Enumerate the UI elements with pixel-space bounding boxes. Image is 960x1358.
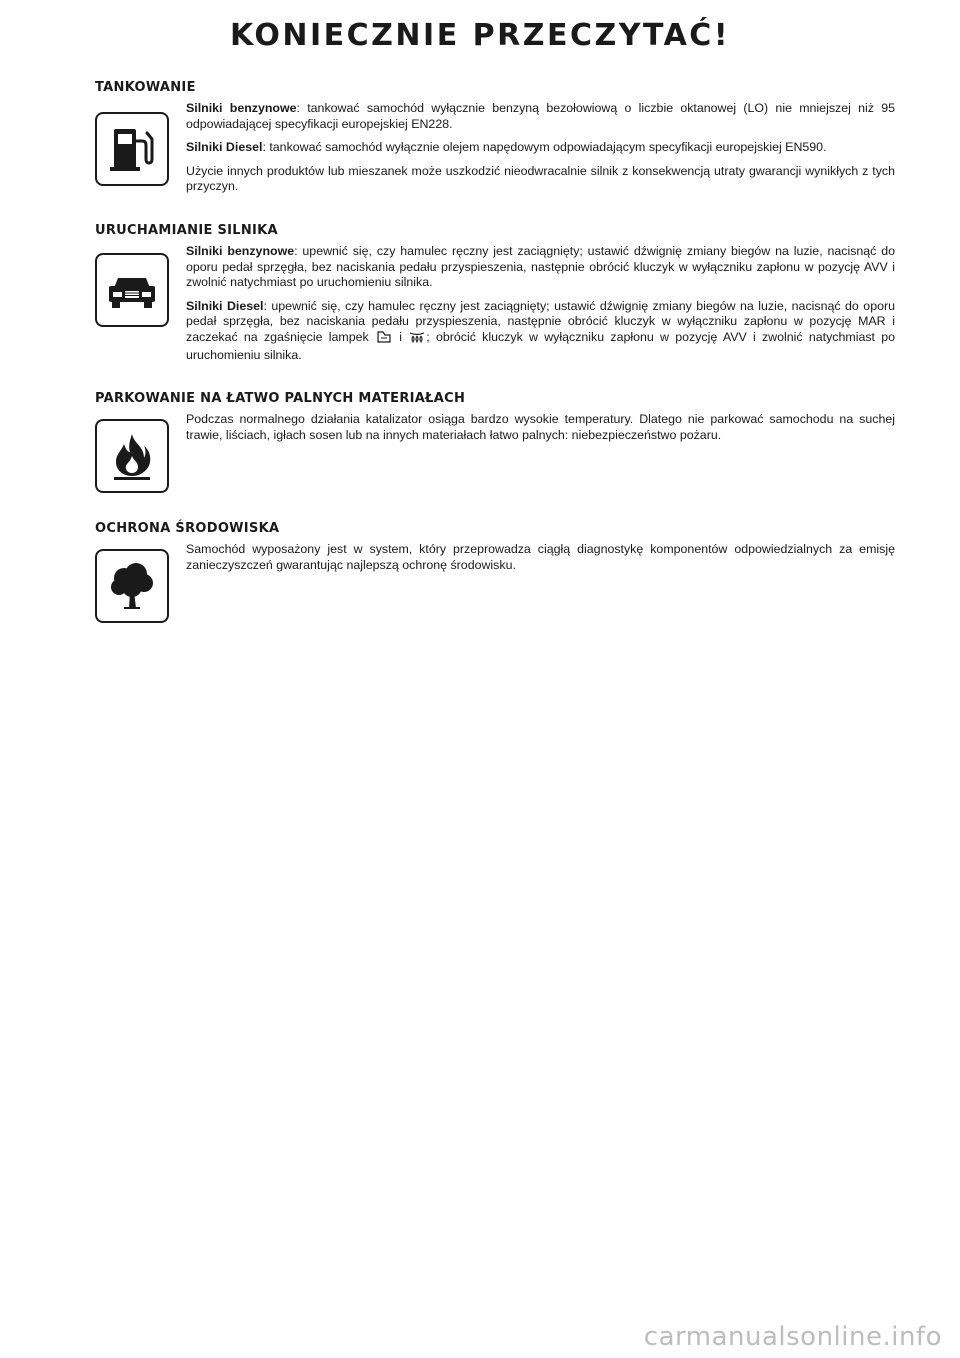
section-environment-protection xyxy=(95,521,895,581)
paragraph-emission-diagnostics: Samochód wyposażony jest w system, który przeprowadza ciągłą diagnostykę komponentów odpowiedzialnych za emisję zanieczyszczeń gwarantując najlepszą ochronę środowisku. xyxy=(186,542,895,572)
glow-plug-warning-icon xyxy=(375,330,393,349)
watermark: carmanualsonline.info xyxy=(643,1322,942,1352)
car-front-icon xyxy=(95,253,169,327)
section-heading: PARKOWANIE NA ŁATWO PALNYCH MATERIAŁACH xyxy=(95,391,466,406)
paragraph-diesel-start: Silniki Diesel: upewnić się, czy hamulec ręczny jest zaciągnięty; ustawić dźwignię zmiany biegów na luzie, nacisnąć do oporu pedał sprzęgła, bez naciskania pedału przyspieszenia, następnie obrócić kluczyk w wyłączniku zapłonu w pozycję MAR i zaczekać na zgaśnięcie lampek i ; obrócić kluczyk w wyłączniku zapłonu w pozycję AVV i zwolnić natychmiast po uruchomieniu silnika. xyxy=(186,298,896,362)
section-parking-flammable xyxy=(95,391,895,451)
section-heading: OCHRONA ŚRODOWISKA xyxy=(95,521,280,536)
paragraph-petrol-fuel: Silniki benzynowe: tankować samochód wyłącznie benzyną bezołowiową o liczbie oktanowej (LO) nie mniejszej niż 95 odpowiadającej specyfikacji europejskiej EN228. xyxy=(186,101,895,131)
preheating-lamp-icon xyxy=(408,330,426,349)
flame-icon xyxy=(95,419,169,493)
paragraph-fire-risk: Podczas normalnego działania katalizator osiąga bardzo wysokie temperatury. Dlatego nie parkować samochodu na suchej trawie, liściach, igłach sosen lub na innych materiałach łatwo palnych: niebezpieczeństwo pożaru. xyxy=(186,412,895,442)
paragraph-warranty-warning: Użycie innych produktów lub mieszanek może uszkodzić nieodwracalnie silnik z konsekwencją utraty gwarancji wynikłych z tych przyczyn. xyxy=(186,163,895,193)
section-heading: TANKOWANIE xyxy=(95,80,196,95)
section-engine-start xyxy=(95,223,895,372)
section-refueling xyxy=(95,80,895,203)
section-heading: URUCHAMIANIE SILNIKA xyxy=(95,223,278,238)
page-title: KONIECZNIE PRZECZYTAĆ! xyxy=(229,18,731,53)
fuel-pump-icon xyxy=(95,112,169,186)
paragraph-petrol-start: Silniki benzynowe: upewnić się, czy hamulec ręczny jest zaciągnięty; ustawić dźwignię zmiany biegów na luzie, nacisnąć do oporu pedał sprzęgła, bez naciskania pedału przyspieszenia, następnie obrócić kluczyk w wyłączniku zapłonu w pozycję AVV i zwolnić natychmiast po uruchomieniu silnika. xyxy=(186,244,896,289)
tree-icon xyxy=(95,549,169,623)
paragraph-diesel-fuel: Silniki Diesel: tankować samochód wyłącznie olejem napędowym odpowiadającym specyfikacji europejskiej EN590. xyxy=(186,140,827,154)
